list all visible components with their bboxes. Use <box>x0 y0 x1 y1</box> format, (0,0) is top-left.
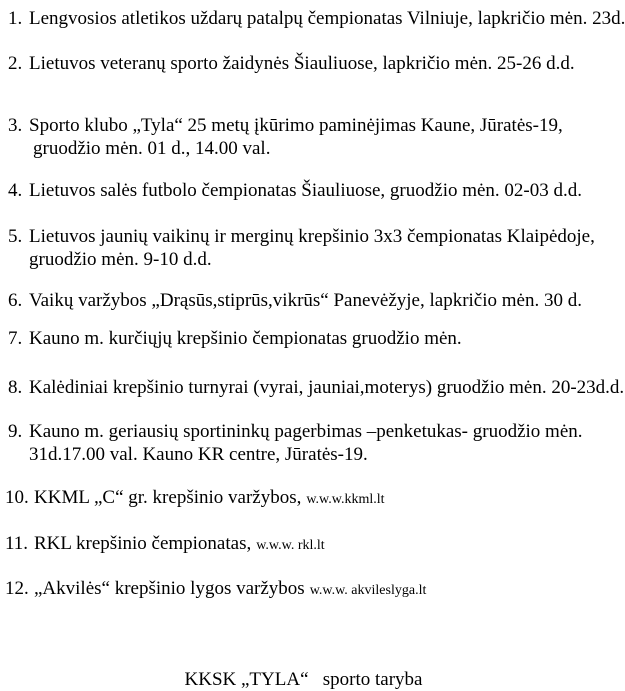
list-item-11 <box>0 532 625 557</box>
item-text: Lietuvos jaunių vaikinų ir merginų krepšinio 3x3 čempionatas Klaipėdoje, <box>29 226 595 247</box>
item-url: w.w.w.kkml.lt <box>306 492 385 507</box>
item-number: 1. <box>8 8 23 29</box>
footer-text: KKSK „TYLA“ sporto taryba <box>184 669 423 690</box>
item-number: 5. <box>8 226 23 247</box>
item-text-main: „Akvilės“ krepšinio lygos varžybos <box>34 578 305 599</box>
item-content <box>34 577 625 602</box>
item-text: Lietuvos salės futbolo čempionatas Šiauliuose, gruodžio mėn. 02-03 d.d. <box>29 180 583 201</box>
item-content <box>29 327 625 350</box>
item-url: w.w.w. rkl.lt <box>256 538 325 553</box>
item-content <box>34 532 625 557</box>
item-text: Sporto klubo „Tyla“ 25 metų įkūrimo paminėjimas Kaune, Jūratės-19, <box>29 115 563 136</box>
item-text: Kalėdiniai krepšinio turnyrai (vyrai, jauniai,moterys) gruodžio mėn. 20-23d.d. <box>29 377 625 398</box>
list-item-2 <box>0 52 625 75</box>
list-item-3 <box>0 114 625 160</box>
item-text-line2: gruodžio mėn. 9-10 d.d. <box>29 249 212 270</box>
item-content <box>29 52 625 75</box>
item-text: Lietuvos veteranų sporto žaidynės Šiauliuose, lapkričio mėn. 25-26 d.d. <box>29 53 575 74</box>
item-number: 4. <box>8 180 23 201</box>
list-item-5 <box>0 225 625 271</box>
item-text-main: RKL krepšinio čempionatas, <box>34 533 252 554</box>
item-number: 3. <box>8 115 23 136</box>
item-number: 2. <box>8 53 23 74</box>
item-number: 11. <box>5 533 29 554</box>
list-item-7 <box>0 327 625 350</box>
list-item-8 <box>0 376 625 399</box>
item-text: Kauno m. kurčiųjų krepšinio čempionatas gruodžio mėn. <box>29 328 462 349</box>
item-content <box>34 486 625 511</box>
item-text: Lengvosios atletikos uždarų patalpų čempionatas Vilniuje, lapkričio mėn. 23d. <box>29 8 625 29</box>
item-content <box>29 225 625 271</box>
item-text-line2: 31d.17.00 val. Kauno KR centre, Jūratės-19. <box>29 444 368 465</box>
item-text-line2: gruodžio mėn. 01 d., 14.00 val. <box>33 138 271 159</box>
list-item-12 <box>0 577 625 602</box>
item-content <box>29 179 625 202</box>
item-number: 7. <box>8 328 23 349</box>
item-content <box>29 7 625 30</box>
item-number: 9. <box>8 421 23 442</box>
list-item-6 <box>0 289 625 312</box>
list-item-1 <box>0 7 625 30</box>
item-number: 8. <box>8 377 23 398</box>
item-text: Kauno m. geriausių sportininkų pagerbimas –penketukas- gruodžio mėn. <box>29 421 583 442</box>
item-text: Vaikų varžybos „Drąsūs,stiprūs,vikrūs“ Panevėžyje, lapkričio mėn. 30 d. <box>29 290 582 311</box>
item-text <box>34 577 625 602</box>
item-number: 10. <box>5 487 29 508</box>
item-text-main: KKML „C“ gr. krepšinio varžybos, <box>34 487 302 508</box>
item-url: w.w.w. akvileslyga.lt <box>309 583 427 598</box>
item-number: 12. <box>5 578 29 599</box>
item-number: 6. <box>8 290 23 311</box>
list-item-4 <box>0 179 625 202</box>
item-content <box>29 289 625 312</box>
item-content <box>29 114 625 160</box>
item-text <box>34 532 625 557</box>
item-content <box>29 420 625 466</box>
item-content <box>29 376 625 399</box>
list-item-9 <box>0 420 625 466</box>
item-text <box>34 486 625 511</box>
list-item-10 <box>0 486 625 511</box>
